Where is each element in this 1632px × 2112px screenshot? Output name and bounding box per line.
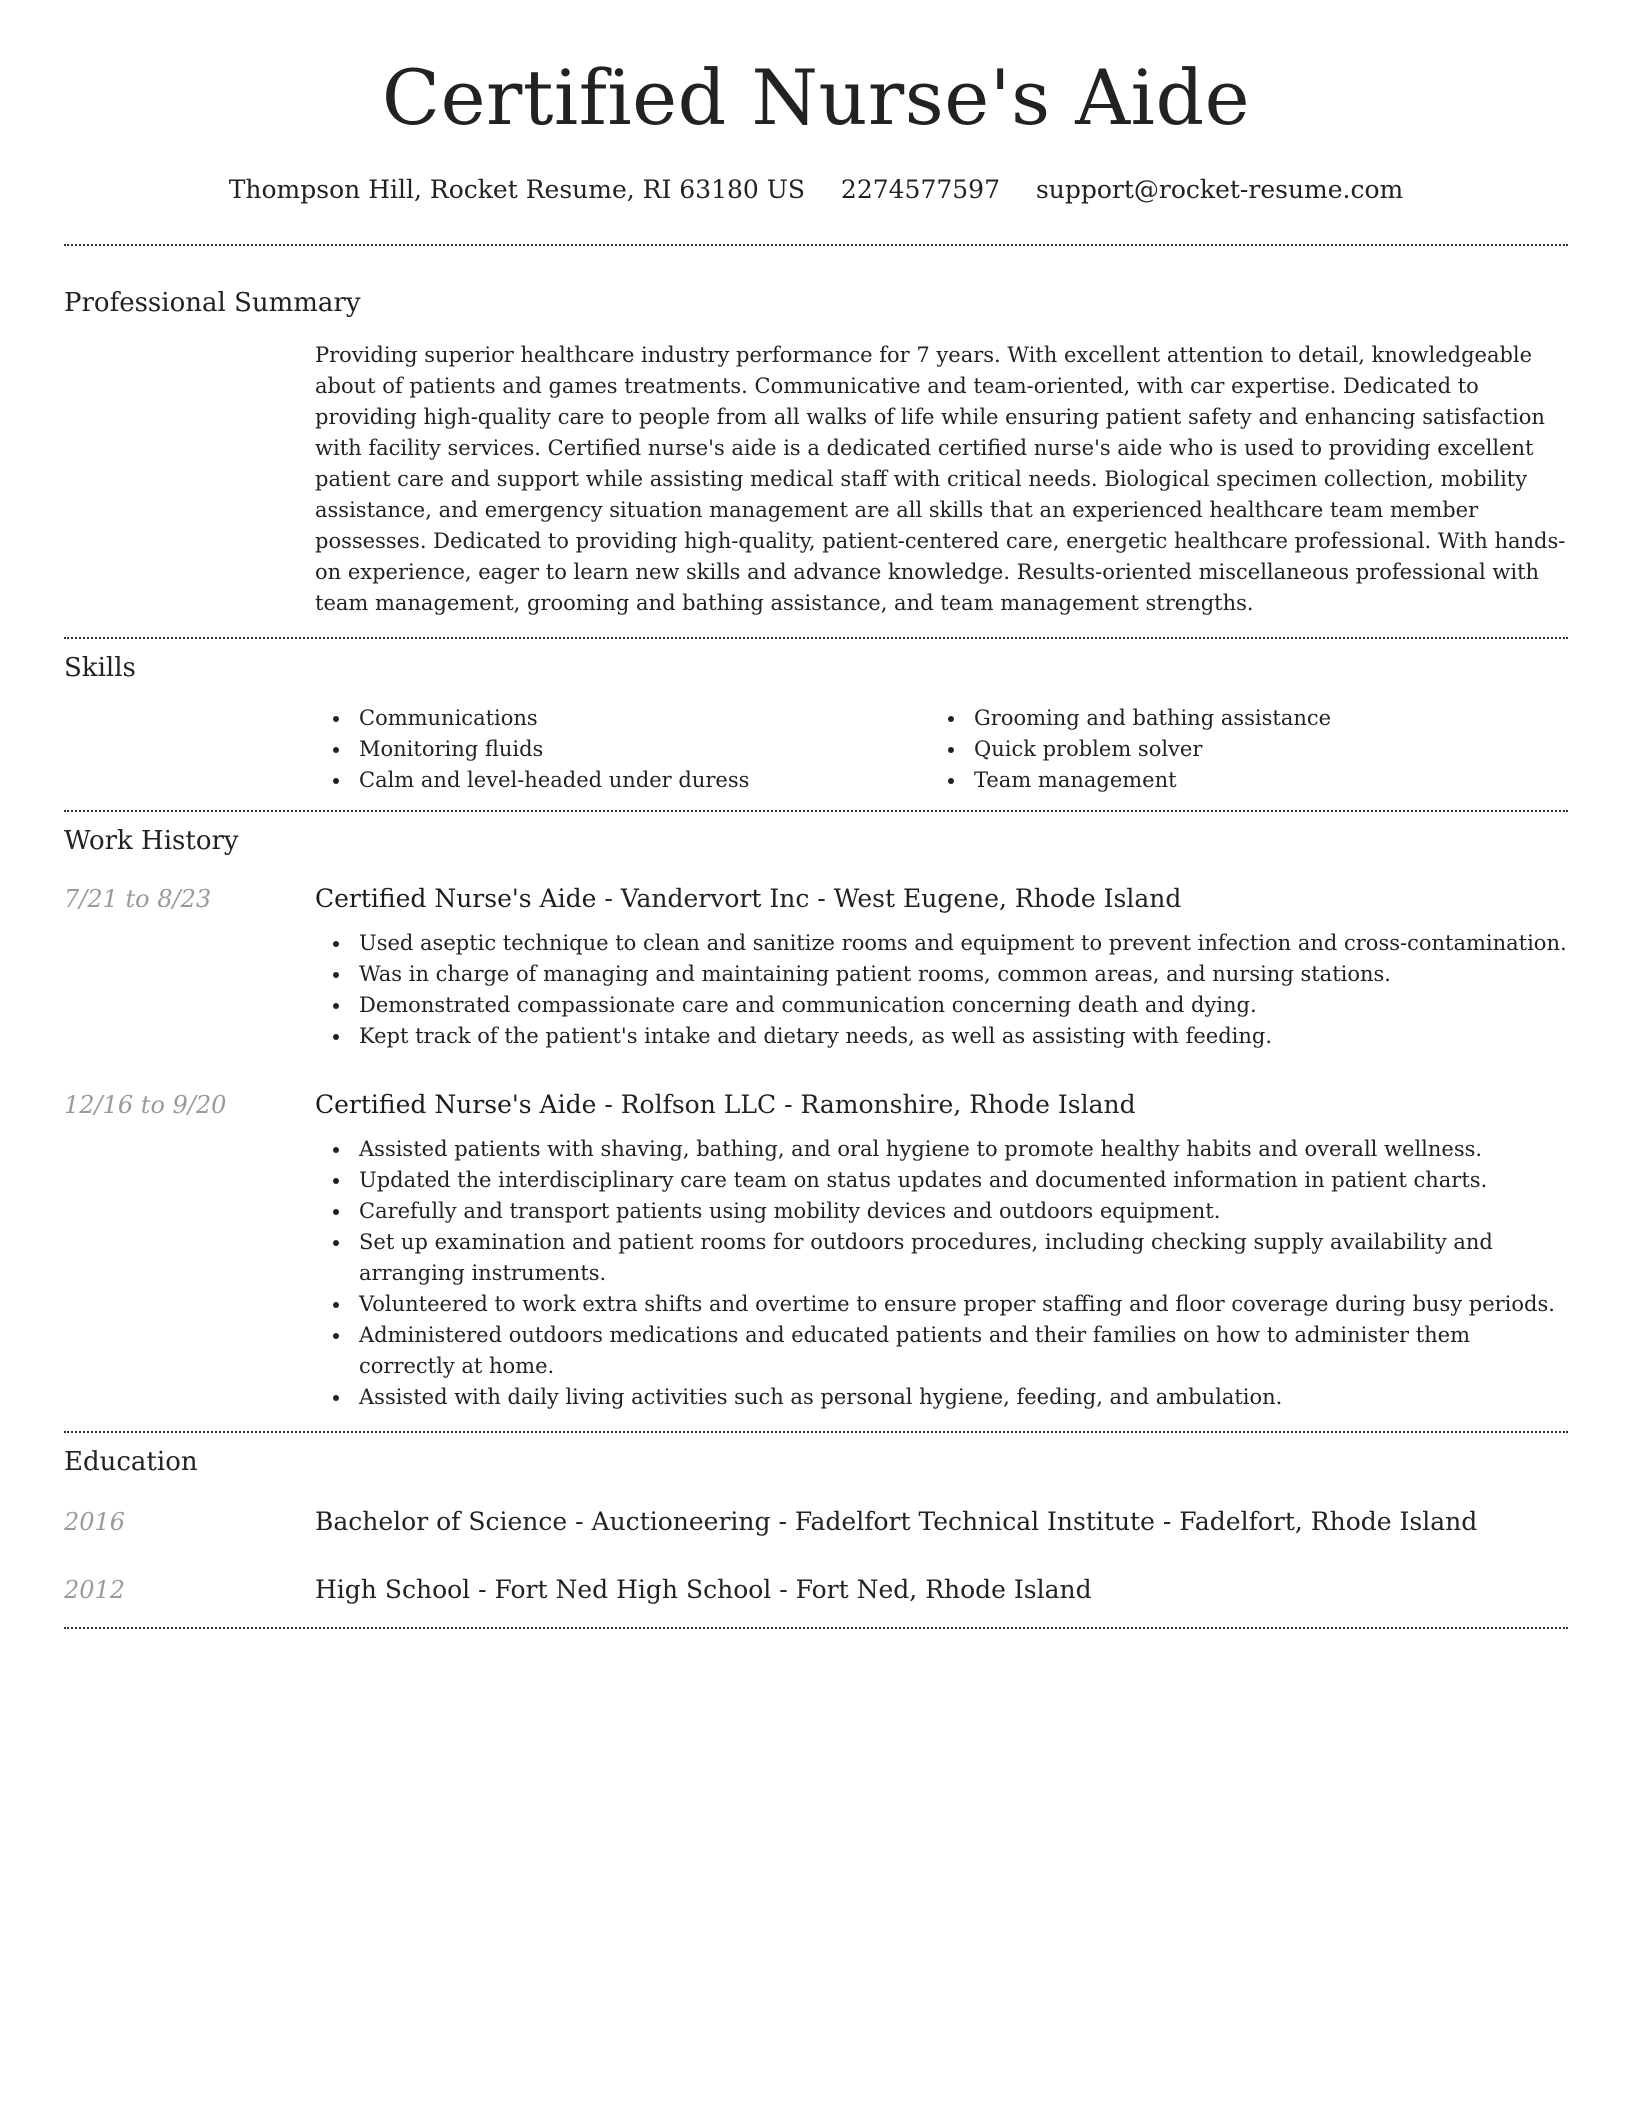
contact-address: Thompson Hill, Rocket Resume, RI 63180 US bbox=[228, 175, 805, 204]
separator: - bbox=[809, 884, 834, 913]
job-title-line bbox=[315, 882, 1568, 916]
contact-line bbox=[64, 174, 1568, 206]
separator: - bbox=[1154, 1507, 1180, 1536]
job-entry bbox=[64, 882, 1568, 1052]
job-entry bbox=[64, 1088, 1568, 1413]
job-bullet: Was in charge of managing and maintaining patient rooms, common areas, and nursing stations. bbox=[315, 959, 1568, 990]
education-heading: Education bbox=[64, 1447, 198, 1477]
separator: - bbox=[567, 1507, 592, 1536]
job-bullet: Carefully and transport patients using mobility devices and outdoors equipment. bbox=[315, 1196, 1568, 1227]
contact-email[interactable]: support@rocket-resume.com bbox=[1035, 175, 1404, 204]
job-bullets bbox=[315, 1134, 1568, 1413]
section-divider bbox=[64, 637, 1568, 639]
resume-title: Certified Nurse's Aide bbox=[381, 53, 1251, 142]
job-role: Certified Nurse's Aide bbox=[315, 1090, 597, 1119]
job-bullet: Updated the interdisciplinary care team on status updates and documented information in patient charts. bbox=[315, 1165, 1568, 1196]
job-company: Vandervort Inc bbox=[620, 884, 810, 913]
skill-item: Quick problem solver bbox=[930, 734, 1545, 765]
skill-item: Monitoring fluids bbox=[315, 734, 930, 765]
job-bullet: Set up examination and patient rooms for outdoors procedures, including checking supply availability and arranging instruments. bbox=[315, 1227, 1568, 1289]
education-degree: Bachelor of Science bbox=[315, 1507, 568, 1536]
education-school: Fadelfort Technical Institute bbox=[794, 1507, 1155, 1536]
education-details bbox=[315, 1505, 1477, 1539]
separator: - bbox=[771, 1575, 796, 1604]
separator: - bbox=[596, 884, 621, 913]
job-title-line bbox=[315, 1088, 1568, 1122]
skill-item: Team management bbox=[930, 765, 1545, 796]
section-divider bbox=[64, 810, 1568, 812]
education-location: Fort Ned, Rhode Island bbox=[795, 1575, 1092, 1604]
summary-heading: Professional Summary bbox=[64, 288, 361, 318]
job-dates: 7/21 to 8/23 bbox=[64, 885, 212, 913]
education-field: Auctioneering bbox=[591, 1507, 771, 1536]
education-location: Fadelfort, Rhode Island bbox=[1179, 1507, 1478, 1536]
skills-column-right bbox=[930, 703, 1545, 796]
separator: - bbox=[770, 1507, 795, 1536]
job-bullet: Administered outdoors medications and educated patients and their families on how to administer them correctly at home. bbox=[315, 1320, 1568, 1382]
job-role: Certified Nurse's Aide bbox=[315, 884, 597, 913]
job-bullet: Demonstrated compassionate care and communication concerning death and dying. bbox=[315, 990, 1568, 1021]
contact-phone: 2274577597 bbox=[840, 175, 1000, 204]
skill-item: Calm and level-headed under duress bbox=[315, 765, 930, 796]
separator: - bbox=[470, 1575, 495, 1604]
section-divider bbox=[64, 1431, 1568, 1433]
job-bullets bbox=[315, 928, 1568, 1052]
section-divider bbox=[64, 244, 1568, 246]
job-bullet: Kept track of the patient's intake and dietary needs, as well as assisting with feeding. bbox=[315, 1021, 1568, 1052]
skill-item: Communications bbox=[315, 703, 930, 734]
job-dates: 12/16 to 9/20 bbox=[64, 1091, 227, 1119]
education-entry bbox=[64, 1573, 1568, 1607]
skill-item: Grooming and bathing assistance bbox=[930, 703, 1545, 734]
job-location: West Eugene, Rhode Island bbox=[833, 884, 1182, 913]
job-company: Rolfson LLC bbox=[620, 1090, 777, 1119]
education-year: 2016 bbox=[64, 1508, 126, 1536]
education-entry bbox=[64, 1505, 1568, 1539]
work-history-heading: Work History bbox=[64, 826, 239, 856]
summary-text: Providing superior healthcare industry performance for 7 years. With excellent attention to detail, knowledgeable about of patients and games treatments. Communicative and team-oriented, with car expertise. Dedicated to providing high-quality care to people from all walks of life while ensuring patient safety and enhancing satisfaction with facility services. Certified nurse's aide is a dedicated certified nurse's aide who is used to providing excellent patient care and support while assisting medical staff with critical needs. Biological specimen collection, mobility assistance, and emergency situation management are all skills that an experienced healthcare team member possesses. Dedicated to providing high-quality, patient-centered care, energetic healthcare professional. With hands-on experience, eager to learn new skills and advance knowledge. Results-oriented miscellaneous professional with team management, grooming and bathing assistance, and team management strengths. bbox=[315, 343, 1566, 615]
skills-column-left bbox=[315, 703, 930, 796]
education-school: Fort Ned High School bbox=[494, 1575, 772, 1604]
education-degree: High School bbox=[315, 1575, 471, 1604]
job-bullet: Volunteered to work extra shifts and overtime to ensure proper staffing and floor coverage during busy periods. bbox=[315, 1289, 1568, 1320]
job-location: Ramonshire, Rhode Island bbox=[800, 1090, 1136, 1119]
skills-list bbox=[315, 703, 1568, 796]
separator: - bbox=[776, 1090, 801, 1119]
resume-page bbox=[64, 0, 1568, 1629]
section-divider bbox=[64, 1627, 1568, 1629]
education-details bbox=[315, 1573, 1092, 1607]
education-year: 2012 bbox=[64, 1576, 126, 1604]
job-bullet: Used aseptic technique to clean and sanitize rooms and equipment to prevent infection and cross-contamination. bbox=[315, 928, 1568, 959]
skills-heading: Skills bbox=[64, 653, 136, 683]
separator: - bbox=[596, 1090, 621, 1119]
job-bullet: Assisted patients with shaving, bathing, and oral hygiene to promote healthy habits and overall wellness. bbox=[315, 1134, 1568, 1165]
job-bullet: Assisted with daily living activities such as personal hygiene, feeding, and ambulation. bbox=[315, 1382, 1568, 1413]
